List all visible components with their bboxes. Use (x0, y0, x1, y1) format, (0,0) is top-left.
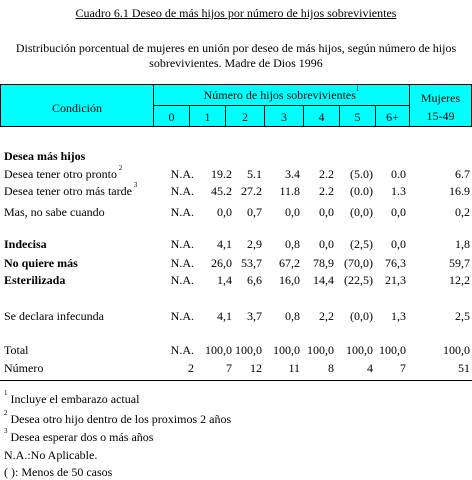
table-cell: 11.8 (279, 184, 300, 198)
table-cell: 2.2 (319, 167, 334, 181)
table-subtitle: Distribución porcentual de mujeres en unión por deseo de más hijos, según número de hijos sobrevivientes. Madre de Dios 1996 (15, 41, 457, 70)
table-cell: N.A. (170, 184, 194, 198)
table-cell: 1.3 (391, 184, 406, 198)
table-cell: 0,0 (217, 205, 232, 219)
table-cell: N.A. (170, 237, 194, 251)
table-cell: 0,8 (285, 237, 300, 251)
table-cell: 2,5 (455, 309, 470, 323)
header-col-2: 2 (242, 110, 248, 124)
table-cell: 2,2 (319, 309, 334, 323)
table-cell: N.A. (170, 256, 194, 270)
table-cell: N.A. (170, 205, 194, 219)
row-label: Número (4, 361, 44, 375)
header-mujeres: Mujeres (420, 91, 461, 105)
section-desea-mas-hijos: Desea más hijos (4, 149, 86, 163)
table-cell: 1,3 (391, 309, 406, 323)
footnote: N.A.:No Aplicable. (4, 448, 98, 462)
table-cell: 7 (226, 361, 232, 375)
table-cell: 2.2 (319, 184, 334, 198)
row-label: Total (4, 343, 29, 357)
table-cell: 21,3 (385, 273, 406, 287)
table-cell: 0,0 (391, 237, 406, 251)
table-cell: 2,9 (247, 237, 262, 251)
table-cell: 1,4 (217, 273, 232, 287)
table-cell: 100,0 (273, 343, 300, 357)
footnote: $^2$ Desea otro hijo dentro de los proximos 2 años (4, 409, 232, 426)
table-cell: (0,0) (350, 205, 373, 219)
table-cell: 26,0 (211, 256, 232, 270)
row-label: Indecisa (4, 237, 47, 251)
header-col-4: 4 (318, 110, 325, 124)
table-cell: 5.1 (247, 167, 262, 181)
header-col-1: 1 (204, 110, 211, 124)
header-col-3: 3 (281, 110, 287, 124)
table-cell: 51 (458, 361, 470, 375)
row-label: No quiere más (4, 256, 78, 270)
table-cell: (0,0) (350, 309, 373, 323)
table-cell: (5.0) (350, 167, 373, 181)
table-cell: 100,0 (235, 343, 262, 357)
table-cell: (22,5) (344, 273, 373, 287)
table-cell: 67,2 (279, 256, 300, 270)
table-cell: 4 (367, 361, 373, 375)
table-cell: 12,2 (449, 273, 470, 287)
table-cell: 4,1 (217, 309, 232, 323)
table-cell: 53,7 (241, 256, 262, 270)
row-label: Desea tener otro más tarde $^3$ (4, 181, 138, 198)
table-cell: 0,0 (319, 205, 334, 219)
table-cell: 8 (328, 361, 334, 375)
table-cell: 0,0 (285, 205, 300, 219)
table-cell: (70,0) (344, 256, 373, 270)
table-cell: 3.4 (285, 167, 300, 181)
header-condicion: Condición (52, 101, 102, 115)
row-label: Esterilizada (4, 273, 66, 287)
table-cell: 7 (400, 361, 406, 375)
table-cell: 11 (288, 361, 300, 375)
table-cell: 0,2 (455, 205, 470, 219)
table-cell: 0,7 (247, 205, 262, 219)
footnote: ( ): Menos de 50 casos (4, 465, 113, 479)
table-cell: (2,5) (350, 237, 373, 251)
table-cell: 0.0 (391, 167, 406, 181)
row-label: Mas, no sabe cuando (4, 205, 105, 219)
footnote: $^1$ Incluye el embarazo actual (4, 389, 140, 406)
header-mujeres-range: 15-49 (426, 109, 455, 123)
row-label: Se declara infecunda (4, 309, 104, 323)
table-cell: 2 (188, 361, 194, 375)
table-cell: N.A. (170, 273, 194, 287)
table-bottom-rule (0, 380, 472, 381)
table-cell: 0,0 (319, 237, 334, 251)
table-cell: 16,0 (279, 273, 300, 287)
table-header (0, 84, 472, 127)
table-cell: 4,1 (217, 237, 232, 251)
header-col-0: 0 (168, 110, 175, 124)
table-cell: 14,4 (313, 273, 334, 287)
table-cell: 6,6 (247, 273, 262, 287)
table-cell: 76,3 (385, 256, 406, 270)
table-cell: 45.2 (211, 184, 232, 198)
table-cell: 12 (250, 361, 262, 375)
header-group: Número de hijos sobrevivientes$^1$ (203, 85, 360, 102)
header-col-5: 5 (354, 110, 361, 124)
table-cell: 100,0 (307, 343, 334, 357)
table-cell: 16.9 (449, 184, 470, 198)
table-cell: 100,0 (379, 343, 406, 357)
table-cell: 100,0 (346, 343, 373, 357)
table-cell: 0,8 (285, 309, 300, 323)
table-cell: 59,7 (449, 256, 470, 270)
table-cell: 1,8 (455, 237, 470, 251)
table-title: Cuadro 6.1 Deseo de más hijos por número de hijos sobrevivientes (75, 6, 397, 20)
table-cell: 100,0 (443, 343, 470, 357)
table-cell: 3,7 (247, 309, 262, 323)
table-cell: N.A. (170, 343, 194, 357)
table-cell: N.A. (170, 309, 194, 323)
table-cell: 6.7 (455, 167, 470, 181)
table-cell: 27.2 (241, 184, 262, 198)
table-cell: 19.2 (211, 167, 232, 181)
table-cell: 78,9 (313, 256, 334, 270)
table-cell: 0,0 (391, 205, 406, 219)
table-cell: (0.0) (350, 184, 373, 198)
table-cell: 100,0 (205, 343, 232, 357)
footnote: $^3$ Desea esperar dos o más años (4, 427, 154, 444)
row-label: Desea tener otro pronto $^2$ (4, 164, 123, 181)
table-cell: N.A. (170, 167, 194, 181)
header-col-6plus: 6+ (386, 110, 399, 124)
